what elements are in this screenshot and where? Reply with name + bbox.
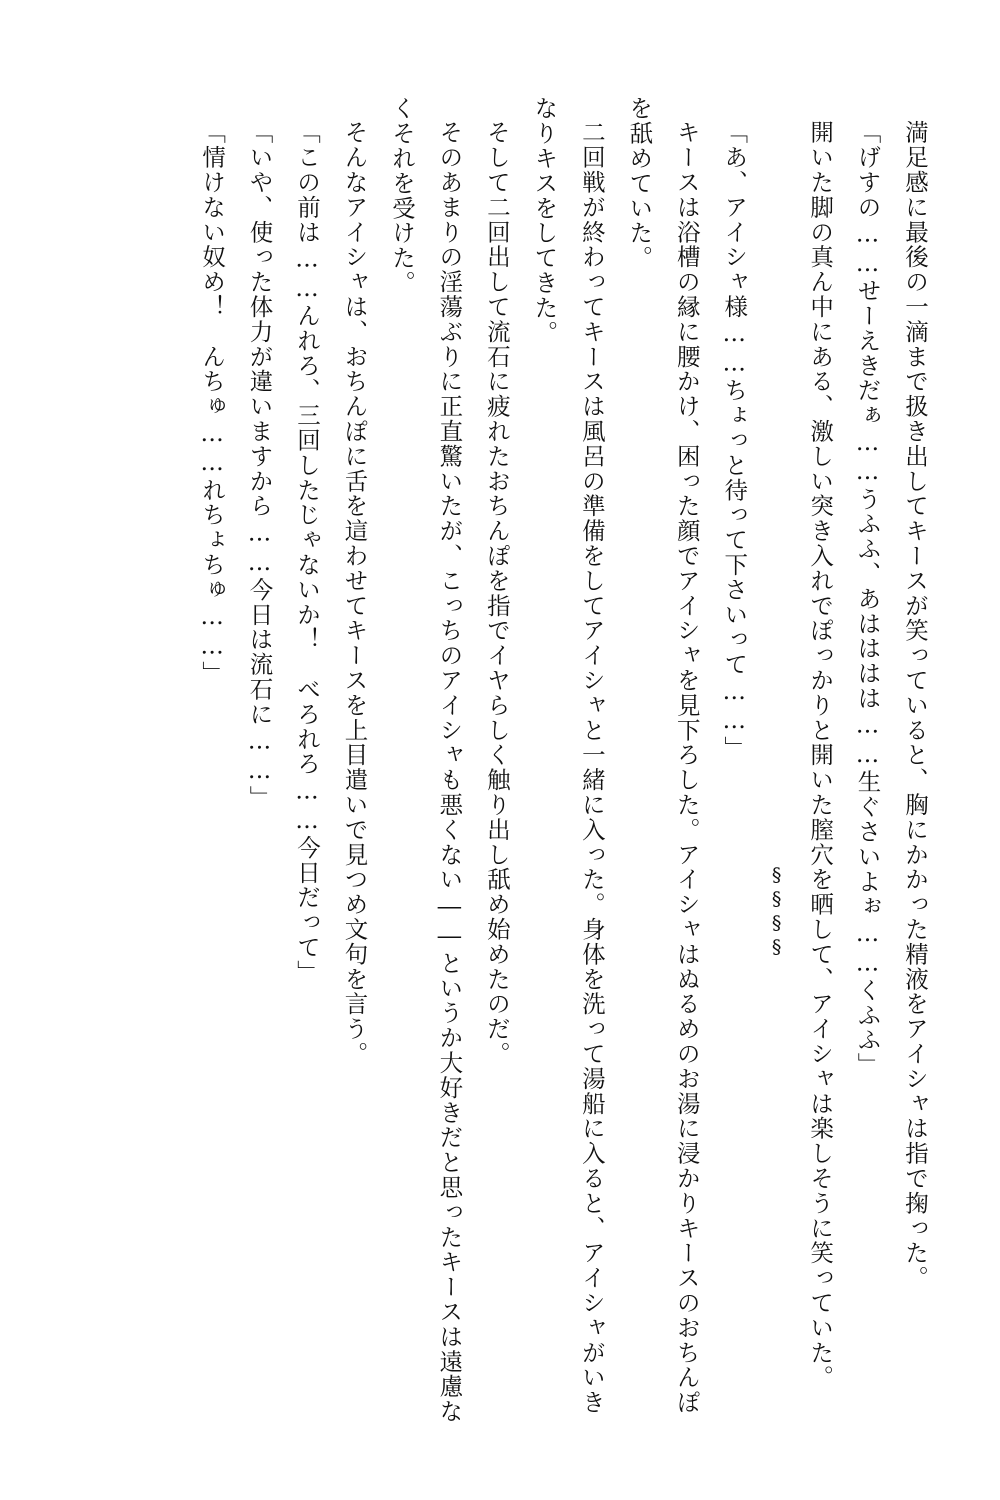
paragraph: 「あ、アイシャ様……ちょっと待って下さいって……」 bbox=[720, 119, 749, 760]
paragraph: そんなアイシャは、おちんぽに舌を這わせてキースを上目遣いで見つめ文句を言う。 bbox=[340, 119, 369, 1066]
paragraph: 二回戦が終わってキースは風呂の準備をしてアイシャと一緒に入った。身体を洗って湯船に入ると、アイシャがいきなりキスをしてきた。 bbox=[530, 96, 606, 1415]
paragraph: そして二回出して流石に疲れたおちんぽを指でイヤらしく触り出し舐め始めたのだ。 bbox=[482, 119, 511, 1066]
paragraph: そのあまりの淫蕩ぶりに正直驚いたが、こっちのアイシャも悪くない――というか大好きだと思ったキースは遠慮なくそれを受けた。 bbox=[387, 96, 464, 1424]
paragraph: キースは浴槽の縁に腰かけ、困った顔でアイシャを見下ろした。アイシャはぬるめのお湯に浸かりキースのおちんぽを舐めていた。 bbox=[625, 96, 701, 1415]
paragraph: 「いや、使った体力が違いますから……今日は流石に……」 bbox=[245, 119, 274, 810]
paragraph: 開いた脚の真ん中にある、激しい突き入れでぽっかりと開いた膣穴を晒して、アイシャは楽しそうに笑っていた。 bbox=[806, 119, 835, 1390]
vertical-text-body bbox=[62, 96, 938, 1428]
paragraph: 「げすの……せーえきだぁ……うふふ、あはははは……生ぐさいよぉ……くふふ」 bbox=[853, 119, 882, 1077]
paragraph: 満足感に最後の一滴まで扱き出してキースが笑っていると、胸にかかった精液をアイシャは指で掬った。 bbox=[901, 119, 929, 1290]
paragraph: 「この前は……んれろ、三回したじゃないか！ べろれろ……今日だって」 bbox=[293, 119, 321, 985]
paragraph: 「情けない奴め！ んちゅ……れちょちゅ……」 bbox=[198, 119, 227, 686]
section-divider-glyphs: §§§§ bbox=[765, 864, 788, 960]
section-divider bbox=[757, 96, 795, 1428]
